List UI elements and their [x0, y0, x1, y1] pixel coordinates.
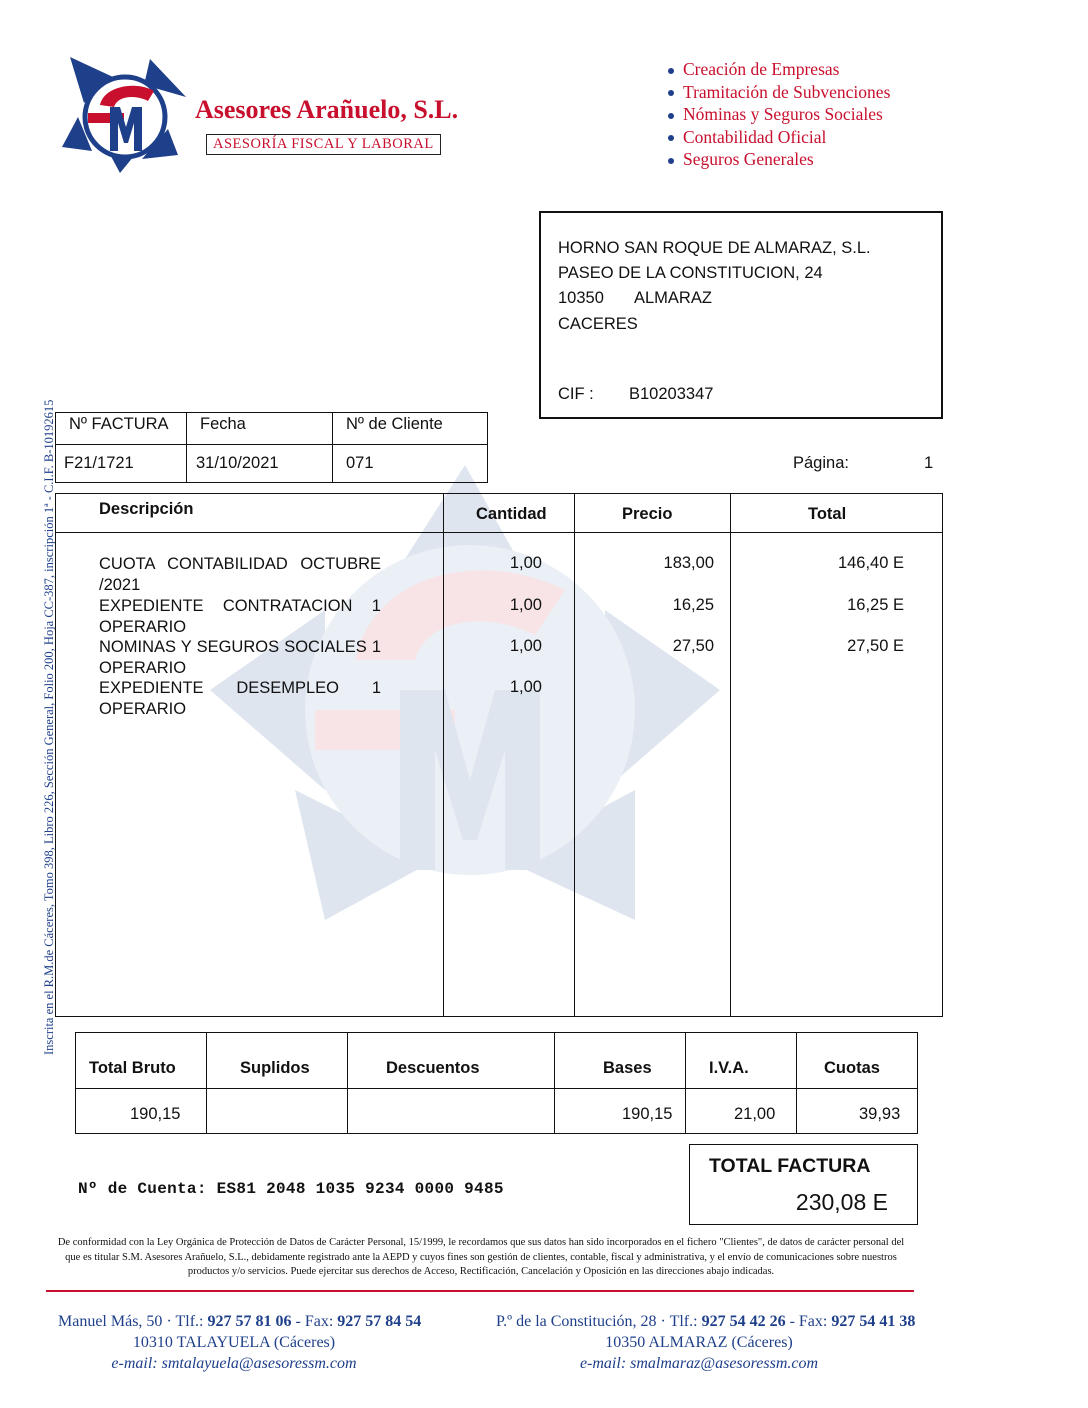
line-quantity: 1,00	[509, 637, 542, 655]
bullet-icon	[668, 158, 674, 164]
line-quantity: 1,00	[509, 678, 542, 696]
line-description: EXPEDIENTE DESEMPLEO 1 OPERARIO	[99, 679, 381, 718]
service-item: Tramitación de Subvenciones	[668, 81, 890, 104]
bullet-icon	[668, 135, 674, 141]
value-cuotas: 39,93	[859, 1105, 901, 1123]
grand-total-label: TOTAL FACTURA	[709, 1155, 871, 1177]
page-number: 1	[924, 454, 934, 472]
client-address-box	[539, 211, 943, 419]
header-description: Descripción	[99, 500, 194, 518]
line-total: 16,25 E	[847, 596, 904, 614]
line-total: 27,50 E	[847, 637, 904, 655]
line-description: NOMINAS Y SEGUROS SOCIALES 1 OPERARIO	[99, 638, 381, 677]
line-quantity: 1,00	[509, 554, 542, 572]
service-item: Creación de Empresas	[668, 58, 890, 81]
service-item: Contabilidad Oficial	[668, 126, 890, 149]
registry-text: Inscrita en el R.M.de Cáceres, Tomo 398, Libro 226, Sección General, Folio 200, Hoja CC-387, inscripción 1ª - C.I.F. B-10192615	[42, 399, 56, 1055]
bullet-icon	[668, 68, 674, 74]
header-suplidos: Suplidos	[240, 1059, 310, 1077]
company-name: Asesores Arañuelo, S.L.	[195, 95, 459, 124]
header-bases: Bases	[603, 1059, 652, 1077]
value-bases: 190,15	[622, 1105, 673, 1123]
invoice-date: 31/10/2021	[196, 454, 279, 472]
client-address: PASEO DE LA CONSTITUCION, 24	[558, 264, 823, 282]
services-list	[668, 58, 890, 171]
header-total: Total	[808, 505, 847, 523]
line-description: CUOTA CONTABILIDAD OCTUBRE /2021	[99, 555, 381, 594]
value-iva: 21,00	[734, 1105, 776, 1123]
line-quantity: 1,00	[509, 596, 542, 614]
client-number: 071	[346, 454, 374, 472]
invoice-date-label: Fecha	[200, 415, 246, 433]
company-logo	[58, 55, 193, 175]
invoice-number: F21/1721	[64, 454, 134, 472]
service-item: Seguros Generales	[668, 148, 890, 171]
client-province: CACERES	[558, 315, 638, 333]
header-price: Precio	[622, 505, 673, 523]
header-descuentos: Descuentos	[386, 1059, 480, 1077]
footer-divider	[46, 1290, 914, 1292]
header-cuotas: Cuotas	[824, 1059, 880, 1077]
header-total-bruto: Total Bruto	[89, 1059, 176, 1077]
service-item: Nóminas y Seguros Sociales	[668, 103, 890, 126]
value-total-bruto: 190,15	[130, 1105, 181, 1123]
invoice-number-label: Nº FACTURA	[69, 415, 169, 433]
client-postal-code: 10350	[558, 289, 604, 307]
line-description: EXPEDIENTE CONTRATACION 1 OPERARIO	[99, 597, 381, 636]
grand-total-value: 230,08 E	[795, 1189, 888, 1215]
invoice-lines-table	[55, 493, 943, 1017]
office-talayuela: Manuel Más, 50 · Tlf.: 927 57 81 06 - Fax: 927 57 84 54 10310 TALAYUELA (Cáceres) e-mail: smtalayuela@asesoressm.com	[58, 1313, 422, 1372]
legal-notice: De conformidad con la Ley Orgánica de Protección de Datos de Carácter Personal, 15/1999, le recordamos que sus datos han sido incorporados en el fichero "Clientes", de datos de carácter personal del que es titular S.M. Asesores Arañuelo, S.L., debidamente registrado ante la AEPD y cuyos fines son gestión de clientes, contable, fiscal y administrativa, y el envío de comunicaciones sobre nuestros productos y/o servicios. Puede ejercitar sus derechos de Acceso, Rectificación, Cancelación y Oposición en las direcciones abajo indicadas.	[57, 1237, 905, 1277]
line-price: 183,00	[663, 554, 714, 572]
client-cif: B10203347	[629, 385, 714, 403]
line-total: 146,40 E	[837, 554, 904, 572]
header-quantity: Cantidad	[476, 505, 547, 523]
grand-total-box	[689, 1144, 918, 1225]
client-city: ALMARAZ	[634, 289, 712, 307]
email-link[interactable]: e-mail: smalmaraz@asesoressm.com	[579, 1355, 819, 1372]
totals-table	[75, 1032, 918, 1134]
page-label: Página:	[793, 454, 849, 472]
office-almaraz: P.º de la Constitución, 28 · Tlf.: 927 54 42 26 - Fax: 927 54 41 38 10350 ALMARAZ (Cáceres) e-mail: smalmaraz@asesoressm.com	[496, 1313, 916, 1372]
client-name: HORNO SAN ROQUE DE ALMARAZ, S.L.	[558, 239, 871, 257]
bullet-icon	[668, 113, 674, 119]
header-iva: I.V.A.	[709, 1059, 749, 1077]
company-tagline: ASESORÍA FISCAL Y LABORAL	[206, 134, 441, 155]
line-price: 16,25	[672, 596, 714, 614]
line-price: 27,50	[672, 637, 714, 655]
client-number-label: Nº de Cliente	[346, 415, 443, 433]
bank-account: Nº de Cuenta: ES81 2048 1035 9234 0000 9485	[78, 1180, 504, 1198]
client-cif-label: CIF :	[558, 385, 594, 403]
email-link[interactable]: e-mail: smtalayuela@asesoressm.com	[111, 1355, 357, 1372]
bullet-icon	[668, 90, 674, 96]
invoice-header-table	[55, 412, 488, 483]
